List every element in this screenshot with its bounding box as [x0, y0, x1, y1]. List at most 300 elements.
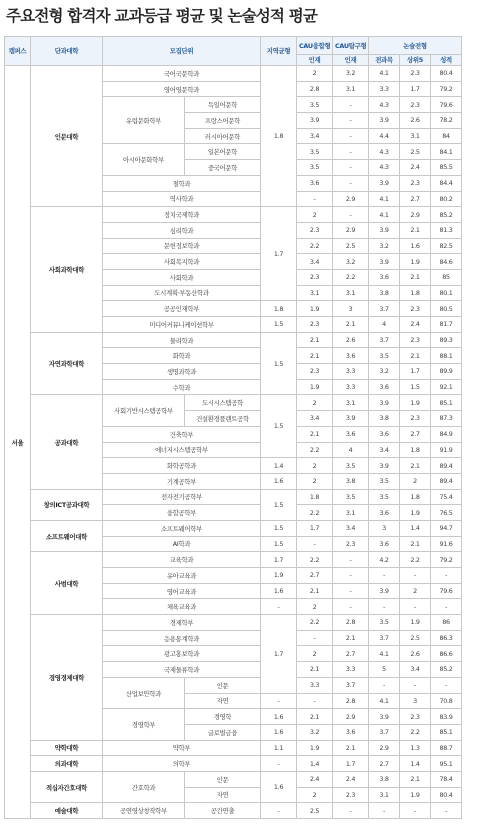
unit-name: 기계공학부: [103, 473, 261, 489]
cau-yunghap-value: 2.2: [297, 238, 333, 254]
header-cau-yunghap: CAU융합형: [297, 37, 333, 55]
top5-value: 2.2: [400, 724, 431, 740]
cau-yunghap-value: 3.4: [297, 411, 333, 427]
score-value: 89.9: [431, 364, 462, 380]
score-value: 70.8: [431, 693, 462, 709]
cau-yunghap-value: 3.4: [297, 128, 333, 144]
score-value: 85.5: [431, 160, 462, 176]
cau-yunghap-value: 2: [297, 599, 333, 615]
score-value: -: [431, 599, 462, 615]
top5-value: 1.8: [400, 285, 431, 301]
cau-tamgu-value: 3.3: [333, 364, 369, 380]
score-value: 79.6: [431, 583, 462, 599]
top5-value: 1.9: [400, 395, 431, 411]
score-value: 95.1: [431, 756, 462, 772]
cau-yunghap-value: 2: [297, 66, 333, 82]
regional-nursing: 1.6: [261, 771, 297, 802]
cau-tamgu-value: -: [333, 160, 369, 176]
top5-value: 2.1: [400, 458, 431, 474]
all-subjects-value: -: [369, 803, 400, 819]
cau-yunghap-value: 1.8: [297, 489, 333, 505]
score-value: 82.5: [431, 238, 462, 254]
regional-value: 1.6: [261, 709, 297, 725]
top5-value: 1.9: [400, 505, 431, 521]
cau-yunghap-value: 2.1: [297, 662, 333, 678]
table-row: [5, 803, 493, 819]
cau-yunghap-value: 2.1: [297, 709, 333, 725]
cau-yunghap-value: 1.4: [297, 756, 333, 772]
regional-business: 1.7: [261, 615, 297, 693]
top5-value: 2: [400, 473, 431, 489]
top5-value: 1.6: [400, 238, 431, 254]
cau-tamgu-value: -: [333, 568, 369, 584]
cau-yunghap-value: 2.3: [297, 269, 333, 285]
unit-name: 미디어커뮤니케이션학부: [103, 317, 261, 333]
score-value: 76.5: [431, 505, 462, 521]
cau-yunghap-value: 2.5: [297, 803, 333, 819]
all-subjects-value: 3.9: [369, 113, 400, 129]
all-subjects-value: 3.9: [369, 395, 400, 411]
cau-tamgu-value: 3.8: [333, 473, 369, 489]
cau-yunghap-value: 1.9: [297, 740, 333, 756]
cau-yunghap-value: 3.1: [297, 285, 333, 301]
header-college: 단과대학: [31, 37, 103, 66]
regional-natural: 1.5: [261, 332, 297, 395]
unit-name: 유아교육과: [103, 568, 261, 584]
all-subjects-value: 2.7: [369, 756, 400, 772]
unit-name: 독일어문학: [185, 97, 261, 113]
top5-value: 2.1: [400, 269, 431, 285]
top5-value: 2.5: [400, 630, 431, 646]
cau-tamgu-value: 3.6: [333, 348, 369, 364]
college-nursing: 적십자간호대학: [31, 771, 103, 802]
cau-tamgu-value: 3.1: [333, 81, 369, 97]
table-row: [5, 332, 493, 348]
score-value: 84.6: [431, 254, 462, 270]
all-subjects-value: 3.2: [369, 238, 400, 254]
cau-yunghap-value: -: [297, 693, 333, 709]
unit-name: 도시시스템공학: [185, 395, 261, 411]
score-value: 85: [431, 269, 462, 285]
all-subjects-value: -: [369, 599, 400, 615]
all-subjects-value: 3.7: [369, 332, 400, 348]
header-cau-tamgu: CAU탐구형: [333, 37, 369, 55]
cau-yunghap-value: 2.7: [297, 568, 333, 584]
cau-yunghap-value: 2.2: [297, 442, 333, 458]
unit-name: 국제물류학과: [103, 662, 261, 678]
top5-value: 2.3: [400, 66, 431, 82]
cau-yunghap-value: 3.2: [297, 724, 333, 740]
all-subjects-value: 3.5: [369, 473, 400, 489]
score-value: 75.4: [431, 489, 462, 505]
top5-value: 3: [400, 693, 431, 709]
score-value: 80.4: [431, 66, 462, 82]
top5-value: 2.7: [400, 191, 431, 207]
unit-name: 문헌정보학과: [103, 238, 261, 254]
unit-name: 중국어문학: [185, 160, 261, 176]
regional-value: 1.5: [261, 536, 297, 552]
all-subjects-value: 3.2: [369, 364, 400, 380]
cau-tamgu-value: 2.2: [333, 269, 369, 285]
top5-value: 2.2: [400, 552, 431, 568]
score-value: 86: [431, 615, 462, 631]
all-subjects-value: 3.6: [369, 379, 400, 395]
all-subjects-value: 4.2: [369, 552, 400, 568]
cau-tamgu-value: 2.9: [333, 709, 369, 725]
top5-value: 2.1: [400, 771, 431, 787]
all-subjects-value: 3.1: [369, 787, 400, 803]
cau-yunghap-value: 2.4: [297, 771, 333, 787]
all-subjects-value: 4.3: [369, 97, 400, 113]
score-value: 91.9: [431, 442, 462, 458]
all-subjects-value: 5: [369, 662, 400, 678]
group-arts: 공연영상창작학부: [103, 803, 185, 819]
cau-tamgu-value: 3.4: [333, 520, 369, 536]
unit-name: 러시아어문학: [185, 128, 261, 144]
all-subjects-value: 4.1: [369, 693, 400, 709]
cau-yunghap-value: 2: [297, 473, 333, 489]
unit-name: 교육학과: [103, 552, 261, 568]
regional-value: 1.4: [261, 458, 297, 474]
regional-value: 1.6: [261, 583, 297, 599]
all-subjects-value: 3.4: [369, 442, 400, 458]
score-value: 87.3: [431, 411, 462, 427]
score-value: 80.1: [431, 285, 462, 301]
regional-value: -: [261, 599, 297, 615]
regional-value: 1.5: [261, 520, 297, 536]
unit-name: 국어국문학과: [103, 66, 261, 82]
cau-yunghap-value: 2.1: [297, 583, 333, 599]
score-value: 89.3: [431, 332, 462, 348]
table-row: [5, 489, 493, 505]
top5-value: 1.9: [400, 254, 431, 270]
all-subjects-value: 3.9: [369, 709, 400, 725]
regional-value: -: [261, 803, 297, 819]
top5-value: 2.4: [400, 317, 431, 333]
cau-yunghap-value: 1.9: [297, 301, 333, 317]
score-value: 81.3: [431, 222, 462, 238]
unit-name: 체육교육과: [103, 599, 261, 615]
cau-yunghap-value: 3.4: [297, 254, 333, 270]
cau-tamgu-value: 3.6: [333, 724, 369, 740]
regional-engineering: 1.5: [261, 395, 297, 458]
unit-name: 융합공학부: [103, 505, 261, 521]
score-value: 84.4: [431, 175, 462, 191]
header-unit: 모집단위: [103, 37, 261, 66]
header-injae-1: 인재: [297, 55, 333, 66]
group-asia: 아시아문화학부: [103, 144, 185, 175]
group-yurip: 유럽문화학부: [103, 97, 185, 144]
all-subjects-value: 2.9: [369, 740, 400, 756]
cau-tamgu-value: 1.7: [333, 756, 369, 772]
all-subjects-value: -: [369, 677, 400, 693]
top5-value: 1.3: [400, 740, 431, 756]
grade-table: [4, 36, 493, 819]
score-value: 78.4: [431, 771, 462, 787]
all-subjects-value: 3.7: [369, 630, 400, 646]
score-value: 88.1: [431, 348, 462, 364]
cau-tamgu-value: -: [333, 144, 369, 160]
cau-yunghap-value: -: [297, 191, 333, 207]
unit-name: 경제학부: [103, 615, 261, 631]
cau-tamgu-value: 2.3: [333, 536, 369, 552]
cau-yunghap-value: 2: [297, 458, 333, 474]
college-humanities: 인문대학: [31, 66, 103, 207]
regional-value: 1.6: [261, 724, 297, 740]
regional-humanities: 1.8: [261, 66, 297, 207]
unit-name: 전자전기공학부: [103, 489, 261, 505]
score-value: 83.9: [431, 709, 462, 725]
cau-tamgu-value: 2.1: [333, 740, 369, 756]
all-subjects-value: 3.9: [369, 175, 400, 191]
regional-ict: 1.5: [261, 489, 297, 520]
all-subjects-value: 3.3: [369, 81, 400, 97]
unit-name: 사회학과: [103, 269, 261, 285]
cau-tamgu-value: 3: [333, 301, 369, 317]
cau-tamgu-value: -: [333, 207, 369, 223]
cau-tamgu-value: 3.5: [333, 489, 369, 505]
college-pharmacy: 약학대학: [31, 740, 103, 756]
regional-value: -: [261, 693, 297, 709]
top5-value: 1.5: [400, 379, 431, 395]
score-value: 85.1: [431, 724, 462, 740]
top5-value: 1.8: [400, 442, 431, 458]
cau-tamgu-value: 2.1: [333, 630, 369, 646]
top5-value: 2.7: [400, 426, 431, 442]
unit-name: 공간연출: [185, 803, 261, 819]
all-subjects-value: 3.8: [369, 771, 400, 787]
all-subjects-value: 4.1: [369, 646, 400, 662]
unit-name: 도시계획·부동산학과: [103, 285, 261, 301]
top5-value: 2.6: [400, 113, 431, 129]
all-subjects-value: 3.5: [369, 348, 400, 364]
unit-name: 공공인재학부: [103, 301, 261, 317]
top5-value: 3.4: [400, 662, 431, 678]
cau-yunghap-value: 2: [297, 395, 333, 411]
top5-value: 2.6: [400, 646, 431, 662]
table-row: [5, 552, 493, 568]
group-nursing: 간호학과: [103, 771, 185, 802]
all-subjects-value: 3: [369, 520, 400, 536]
unit-name: 사회복지학과: [103, 254, 261, 270]
cau-yunghap-value: 3.5: [297, 160, 333, 176]
all-subjects-value: 3.9: [369, 222, 400, 238]
score-value: 81.7: [431, 317, 462, 333]
all-subjects-value: 3.9: [369, 583, 400, 599]
group-social-infra: 사회기반시스템공학부: [103, 395, 185, 426]
all-subjects-value: 4.4: [369, 128, 400, 144]
unit-name: 약학부: [103, 740, 261, 756]
all-subjects-value: 3.7: [369, 301, 400, 317]
score-value: 92.1: [431, 379, 462, 395]
cau-tamgu-value: 2.8: [333, 615, 369, 631]
score-value: 86.6: [431, 646, 462, 662]
cau-yunghap-value: 2.2: [297, 505, 333, 521]
regional-social: 1.7: [261, 207, 297, 301]
top5-value: -: [400, 568, 431, 584]
unit-name: 일본어문학: [185, 144, 261, 160]
regional-value: -: [261, 756, 297, 772]
table-row: [5, 740, 493, 756]
score-value: 84.9: [431, 426, 462, 442]
college-natural: 자연과학대학: [31, 332, 103, 395]
score-value: 88.7: [431, 740, 462, 756]
page-title: 주요전형 합격자 교과등급 평균 및 논술성적 평균: [6, 7, 318, 25]
cau-yunghap-value: 3.3: [297, 677, 333, 693]
unit-name: 소프트웨어학부: [103, 520, 261, 536]
score-value: 91.6: [431, 536, 462, 552]
all-subjects-value: 3.7: [369, 724, 400, 740]
cau-tamgu-value: 3.2: [333, 254, 369, 270]
cau-yunghap-value: 2.1: [297, 426, 333, 442]
table-row: [5, 771, 493, 787]
cau-tamgu-value: 2.5: [333, 238, 369, 254]
all-subjects-value: 3.5: [369, 489, 400, 505]
college-medicine: 의과대학: [31, 756, 103, 772]
top5-value: 1.9: [400, 787, 431, 803]
cau-tamgu-value: 3.2: [333, 66, 369, 82]
cau-yunghap-value: 2.3: [297, 222, 333, 238]
cau-tamgu-value: -: [333, 175, 369, 191]
all-subjects-value: 4.1: [369, 191, 400, 207]
cau-yunghap-value: 2: [297, 646, 333, 662]
cau-tamgu-value: 3.1: [333, 395, 369, 411]
unit-name: 심리학과: [103, 222, 261, 238]
cau-tamgu-value: -: [333, 113, 369, 129]
cau-yunghap-value: 1.9: [297, 379, 333, 395]
unit-name: 수학과: [103, 379, 261, 395]
top5-value: 3.1: [400, 128, 431, 144]
top5-value: 1.7: [400, 81, 431, 97]
unit-name: 화학공학과: [103, 458, 261, 474]
score-value: 80.5: [431, 301, 462, 317]
cau-tamgu-value: -: [333, 803, 369, 819]
cau-tamgu-value: -: [333, 599, 369, 615]
regional-value: 1.1: [261, 740, 297, 756]
header-nonsul: 논술전형: [369, 37, 462, 55]
unit-name: 자연: [185, 787, 261, 803]
unit-name: 자연: [185, 693, 261, 709]
score-value: 79.2: [431, 552, 462, 568]
cau-yunghap-value: -: [297, 536, 333, 552]
top5-value: 1.4: [400, 756, 431, 772]
all-subjects-value: 3.5: [369, 615, 400, 631]
all-subjects-value: -: [369, 568, 400, 584]
unit-name: 물리학과: [103, 332, 261, 348]
top5-value: -: [400, 803, 431, 819]
cau-yunghap-value: 2.8: [297, 81, 333, 97]
top5-value: 2.3: [400, 332, 431, 348]
cau-tamgu-value: 3.9: [333, 411, 369, 427]
table-row: [5, 207, 493, 223]
header-score: 성적: [431, 55, 462, 66]
unit-name: 에너지시스템공학부: [103, 442, 261, 458]
top5-value: 2.3: [400, 301, 431, 317]
top5-value: 2.4: [400, 160, 431, 176]
cau-tamgu-value: 3.6: [333, 426, 369, 442]
cau-yunghap-value: 2.3: [297, 364, 333, 380]
cau-tamgu-value: 3.3: [333, 379, 369, 395]
table-row: [5, 66, 493, 82]
all-subjects-value: 3.6: [369, 536, 400, 552]
header-regional: 지역균형: [261, 37, 297, 66]
college-software: 소프트웨어대학: [31, 520, 103, 551]
unit-name: 경영학: [185, 709, 261, 725]
unit-name: 영어교육과: [103, 583, 261, 599]
all-subjects-value: 4.1: [369, 207, 400, 223]
campus-cell: 서울: [5, 66, 31, 819]
unit-name: 응용통계학과: [103, 630, 261, 646]
cau-tamgu-value: 2.7: [333, 646, 369, 662]
college-ict: 창의ICT공과대학: [31, 489, 103, 520]
unit-name: 역사학과: [103, 191, 261, 207]
header-campus: 캠퍼스: [5, 37, 31, 66]
cau-tamgu-value: 3.5: [333, 458, 369, 474]
cau-tamgu-value: 3.3: [333, 662, 369, 678]
cau-tamgu-value: 2.8: [333, 693, 369, 709]
unit-name: 의학부: [103, 756, 261, 772]
all-subjects-value: 3.6: [369, 505, 400, 521]
top5-value: -: [400, 599, 431, 615]
unit-name: 글로벌금융: [185, 724, 261, 740]
all-subjects-value: 4: [369, 317, 400, 333]
cau-yunghap-value: 2: [297, 207, 333, 223]
all-subjects-value: 3.9: [369, 458, 400, 474]
unit-name: 광고홍보학과: [103, 646, 261, 662]
score-value: 85.1: [431, 395, 462, 411]
cau-yunghap-value: 3.5: [297, 144, 333, 160]
all-subjects-value: 3.6: [369, 269, 400, 285]
top5-value: 2.1: [400, 348, 431, 364]
unit-name: AI학과: [103, 536, 261, 552]
top5-value: 2.1: [400, 222, 431, 238]
college-business: 경영경제대학: [31, 615, 103, 741]
cau-tamgu-value: 3.1: [333, 285, 369, 301]
unit-name: 건설환경플랜트공학: [185, 411, 261, 427]
cau-yunghap-value: 1.7: [297, 520, 333, 536]
score-value: 89.4: [431, 473, 462, 489]
cau-yunghap-value: 2.1: [297, 348, 333, 364]
unit-name: 영어영문학과: [103, 81, 261, 97]
top5-value: 2.9: [400, 207, 431, 223]
cau-tamgu-value: 2.4: [333, 771, 369, 787]
all-subjects-value: 3.9: [369, 254, 400, 270]
top5-value: 2.1: [400, 536, 431, 552]
all-subjects-value: 3.6: [369, 426, 400, 442]
top5-value: 2: [400, 583, 431, 599]
cau-yunghap-value: 2.1: [297, 332, 333, 348]
top5-value: 1.8: [400, 489, 431, 505]
regional-value: 1.6: [261, 473, 297, 489]
header-injae-2: 인재: [333, 55, 369, 66]
regional-value: 1.8: [261, 301, 297, 317]
table-row: [5, 395, 493, 411]
top5-value: 2.3: [400, 175, 431, 191]
regional-value: 1.5: [261, 317, 297, 333]
college-arts: 예술대학: [31, 803, 103, 819]
table-row: [5, 756, 493, 772]
regional-value: 1.9: [261, 568, 297, 584]
top5-value: 1.4: [400, 520, 431, 536]
score-value: 94.7: [431, 520, 462, 536]
cau-yunghap-value: 2: [297, 787, 333, 803]
all-subjects-value: 3.8: [369, 285, 400, 301]
cau-yunghap-value: 3.5: [297, 97, 333, 113]
cau-yunghap-value: 2.2: [297, 615, 333, 631]
header-all-subjects: 전과목: [369, 55, 400, 66]
score-value: 78.2: [431, 113, 462, 129]
score-value: 85.2: [431, 662, 462, 678]
